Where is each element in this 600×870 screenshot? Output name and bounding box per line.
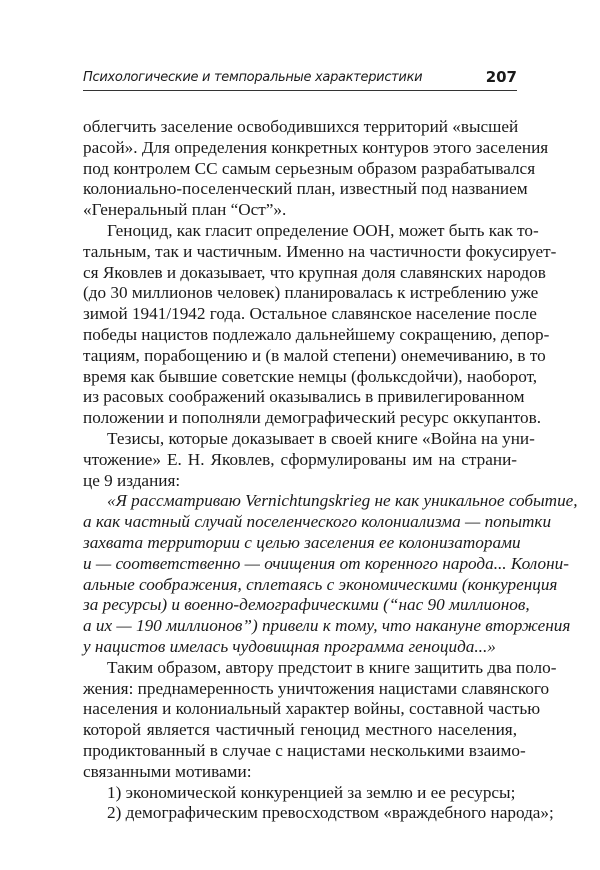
text-line: и — соответственно — очищения от коренного народа... Колони-: [83, 553, 569, 573]
text-line: положении и пополняли демографический ресурс оккупантов.: [83, 408, 542, 428]
paragraph: [83, 803, 554, 824]
text-line: жения: преднамеренность уничтожения нацистами славянского: [83, 678, 550, 698]
text-line: расой». Для определения конкретных контуров этого заселения: [83, 137, 549, 157]
text-line: захвата территории с целью заселения ее колонизаторами: [83, 532, 521, 552]
text-line: победы нацистов подлежало дальнейшему сокращению, депор-: [83, 324, 550, 344]
paragraph: [83, 657, 557, 783]
text-line: тальным, так и частичным. Именно на частичности фокусирует-: [83, 241, 557, 261]
text-line: время как бывшие советские немцы (фольксдойчи), наоборот,: [83, 366, 538, 386]
text-line: це 9 издания:: [83, 470, 181, 490]
text-line: продиктованный в случае с нацистами несколькими взаимо-: [83, 740, 526, 760]
paragraph: [83, 220, 557, 429]
text-line: (до 30 миллионов человек) планировалась к истреблению уже: [83, 283, 539, 303]
text-line: из расовых соображений оказывались в привилегированном: [83, 387, 525, 407]
text-line: альные соображения, сплетаясь с экономическими (конкуренция: [83, 574, 558, 594]
running-title: Психологические и темпоральные характеристики: [83, 70, 423, 85]
page-number: 207: [485, 68, 517, 86]
text-line: 2) демографическим превосходством «враждебного народа»;: [107, 803, 554, 823]
text-line: связанными мотивами:: [83, 761, 252, 781]
running-header: [83, 68, 517, 91]
text-line: ся Яковлев и доказывает, что крупная доля славянских народов: [83, 262, 546, 282]
text-line: которой является частичный геноцид местного населения,: [83, 720, 517, 740]
paragraph: [83, 428, 535, 491]
text-line: зимой 1941/1942 года. Остальное славянское население после: [83, 304, 537, 324]
text-line: «Я рассматриваю Vernichtungskrieg не как уникальное событие,: [107, 491, 578, 511]
paragraph: [83, 117, 549, 221]
text-line: а их — 190 миллионов”) привели к тому, что накануне вторжения: [83, 616, 571, 636]
text-line: за ресурсы) и военно-демографическими (“нас 90 миллионов,: [83, 595, 530, 615]
text-line: Таким образом, автору предстоит в книге защитить два поло-: [107, 657, 557, 677]
text-line: населения и колониальный характер войны, составной частью: [83, 699, 541, 719]
text-line: у нацистов имелась чудовищная программа геноцида...»: [83, 636, 496, 656]
text-line: Геноцид, как гласит определение ООН, может быть как то-: [107, 220, 539, 240]
text-line: 1) экономической конкуренцией за землю и ее ресурсы;: [107, 782, 516, 802]
paragraph: [83, 783, 517, 804]
page-body: [83, 117, 578, 824]
text-line: чтожение» Е. Н. Яковлев, сформулированы им на страни-: [83, 449, 517, 469]
text-line: Тезисы, которые доказывает в своей книге «Война на уни-: [107, 428, 535, 448]
text-line: тациям, порабощению и (в малой степени) онемечиванию, в то: [83, 345, 546, 365]
text-line: облегчить заселение освободившихся территорий «высшей: [83, 117, 519, 136]
block-quote: [83, 491, 578, 657]
text-line: под контролем СС самым серьезным образом разрабатывался: [83, 158, 536, 178]
text-line: «Генеральный план “Ост”».: [83, 200, 287, 220]
text-line: колониально-поселенческий план, известный под названием: [83, 179, 528, 199]
text-line: а как частный случай поселенческого колониализма — попытки: [83, 512, 552, 532]
